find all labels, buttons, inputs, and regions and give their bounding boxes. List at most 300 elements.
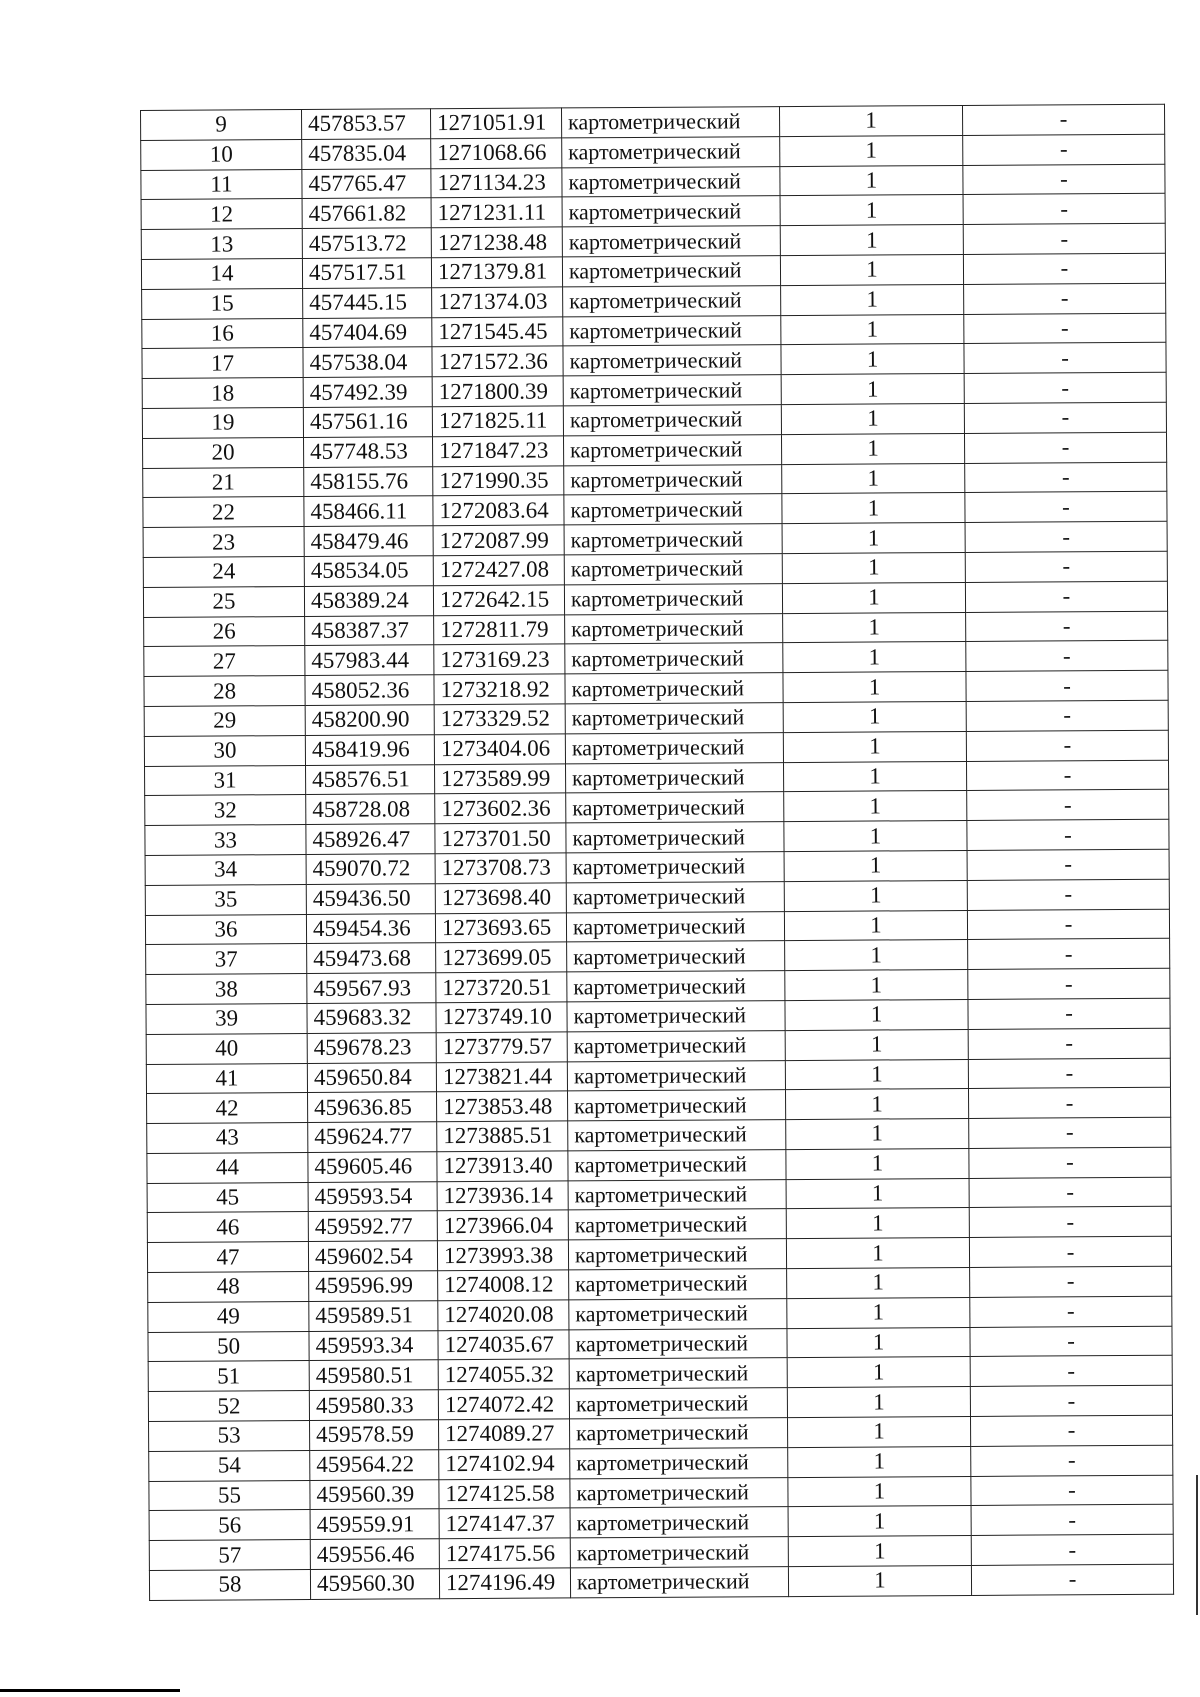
y-coordinate-cell: 1274196.49 [439,1568,570,1599]
accuracy-cell: 1 [786,1208,969,1239]
description-cell: - [967,909,1169,940]
method-cell: картометрический [564,583,782,614]
method-cell: картометрический [568,1149,786,1180]
x-coordinate-cell: 458052.36 [305,675,434,706]
point-number-cell: 25 [143,586,304,617]
x-coordinate-cell: 459602.54 [308,1241,437,1272]
method-cell: картометрический [561,107,779,138]
description-cell: - [969,1117,1171,1148]
method-cell: картометрический [570,1477,788,1508]
x-coordinate-cell: 459436.50 [306,883,435,914]
x-coordinate-cell: 457835.04 [302,139,431,170]
accuracy-cell: 1 [787,1268,970,1299]
method-cell: картометрический [568,1179,786,1210]
description-cell: - [971,1534,1173,1565]
method-cell: картометрический [565,703,783,734]
x-coordinate-cell: 459624.77 [308,1122,437,1153]
y-coordinate-cell: 1273720.51 [436,972,567,1003]
method-cell: картометрический [568,1239,786,1270]
description-cell: - [968,968,1170,999]
y-coordinate-cell: 1273749.10 [436,1002,567,1033]
point-number-cell: 21 [143,467,304,498]
method-cell: картометрический [570,1537,788,1568]
point-number-cell: 34 [145,854,306,885]
point-number-cell: 36 [145,914,306,945]
point-number-cell: 24 [143,556,304,587]
accuracy-cell: 1 [779,105,962,136]
method-cell: картометрический [568,1209,786,1240]
x-coordinate-cell: 458389.24 [304,585,433,616]
description-cell: - [964,402,1166,433]
point-number-cell: 19 [142,407,303,438]
description-cell: - [963,223,1165,254]
method-cell: картометрический [566,792,784,823]
x-coordinate-cell: 459454.36 [306,913,435,944]
point-number-cell: 45 [147,1182,308,1213]
x-coordinate-cell: 459596.99 [309,1271,438,1302]
scan-edge-mark [1196,1475,1198,1615]
x-coordinate-cell: 459564.22 [310,1450,439,1481]
x-coordinate-cell: 457748.53 [304,436,433,467]
x-coordinate-cell: 459678.23 [307,1032,436,1063]
accuracy-cell: 1 [785,999,968,1030]
description-cell: - [966,700,1168,731]
x-coordinate-cell: 459578.59 [310,1420,439,1451]
y-coordinate-cell: 1272427.08 [433,555,564,586]
description-cell: - [966,611,1168,642]
description-cell: - [966,670,1168,701]
y-coordinate-cell: 1274089.27 [439,1419,570,1450]
point-number-cell: 42 [147,1093,308,1124]
x-coordinate-cell: 459473.68 [307,943,436,974]
point-number-cell: 46 [147,1212,308,1243]
y-coordinate-cell: 1274072.42 [438,1389,569,1420]
y-coordinate-cell: 1274102.94 [439,1449,570,1480]
method-cell: картометрический [564,464,782,495]
point-number-cell: 49 [148,1301,309,1332]
description-cell: - [968,1088,1170,1119]
accuracy-cell: 1 [785,1089,968,1120]
point-number-cell: 40 [146,1033,307,1064]
accuracy-cell: 1 [781,433,964,464]
description-cell: - [970,1415,1172,1446]
point-number-cell: 31 [145,765,306,796]
accuracy-cell: 1 [784,791,967,822]
point-number-cell: 16 [142,318,303,349]
description-cell: - [964,283,1166,314]
accuracy-cell: 1 [785,940,968,971]
description-cell: - [968,998,1170,1029]
point-number-cell: 29 [144,705,305,736]
point-number-cell: 27 [144,646,305,677]
point-number-cell: 44 [147,1152,308,1183]
point-number-cell: 37 [146,944,307,975]
point-number-cell: 38 [146,974,307,1005]
y-coordinate-cell: 1274035.67 [438,1330,569,1361]
point-number-cell: 28 [144,676,305,707]
accuracy-cell: 1 [783,672,966,703]
method-cell: картометрический [562,196,780,227]
accuracy-cell: 1 [784,850,967,881]
description-cell: - [969,1147,1171,1178]
description-cell: - [967,849,1169,880]
point-number-cell: 26 [144,616,305,647]
accuracy-cell: 1 [788,1565,971,1596]
point-number-cell: 17 [142,348,303,379]
description-cell: - [970,1356,1172,1387]
coordinates-table-body [141,104,1174,1600]
accuracy-cell: 1 [783,761,966,792]
description-cell: - [966,641,1168,672]
method-cell: картометрический [564,524,782,555]
description-cell: - [965,551,1167,582]
x-coordinate-cell: 459567.93 [307,973,436,1004]
method-cell: картометрический [564,554,782,585]
accuracy-cell: 1 [781,374,964,405]
description-cell: - [964,432,1166,463]
description-cell: - [963,164,1165,195]
method-cell: картометрический [569,1298,787,1329]
accuracy-cell: 1 [784,910,967,941]
accuracy-cell: 1 [781,314,964,345]
method-cell: картометрический [569,1269,787,1300]
y-coordinate-cell: 1273701.50 [435,823,566,854]
y-coordinate-cell: 1273329.52 [434,704,565,735]
description-cell: - [971,1475,1173,1506]
y-coordinate-cell: 1273169.23 [434,644,565,675]
description-cell: - [963,253,1165,284]
y-coordinate-cell: 1273708.73 [435,853,566,884]
point-number-cell: 22 [143,497,304,528]
method-cell: картометрический [563,434,781,465]
point-number-cell: 55 [149,1480,310,1511]
point-number-cell: 58 [149,1570,310,1601]
x-coordinate-cell: 459650.84 [307,1062,436,1093]
description-cell: - [969,1207,1171,1238]
method-cell: картометрический [563,285,781,316]
accuracy-cell: 1 [782,493,965,524]
description-cell: - [962,104,1164,135]
x-coordinate-cell: 458466.11 [304,496,433,527]
accuracy-cell: 1 [782,552,965,583]
y-coordinate-cell: 1274125.58 [439,1479,570,1510]
x-coordinate-cell: 459070.72 [306,854,435,885]
point-number-cell: 51 [148,1361,309,1392]
method-cell: картометрический [563,315,781,346]
y-coordinate-cell: 1273913.40 [437,1151,568,1182]
method-cell: картометрический [567,941,785,972]
description-cell: - [969,1177,1171,1208]
x-coordinate-cell: 459559.91 [310,1509,439,1540]
y-coordinate-cell: 1274008.12 [438,1270,569,1301]
point-number-cell: 48 [148,1272,309,1303]
x-coordinate-cell: 457983.44 [305,645,434,676]
description-cell: - [963,134,1165,165]
y-coordinate-cell: 1273885.51 [437,1121,568,1152]
description-cell: - [969,1237,1171,1268]
description-cell: - [967,819,1169,850]
method-cell: картометрический [562,256,780,287]
x-coordinate-cell: 458728.08 [306,794,435,825]
method-cell: картометрический [563,405,781,436]
x-coordinate-cell: 457765.47 [302,168,431,199]
method-cell: картометрический [566,881,784,912]
accuracy-cell: 1 [786,1238,969,1269]
method-cell: картометрический [567,1000,785,1031]
x-coordinate-cell: 458534.05 [304,556,433,587]
x-coordinate-cell: 459556.46 [310,1539,439,1570]
method-cell: картометрический [569,1328,787,1359]
method-cell: картометрический [566,822,784,853]
x-coordinate-cell: 457661.82 [302,198,431,229]
y-coordinate-cell: 1273821.44 [436,1061,567,1092]
y-coordinate-cell: 1273853.48 [437,1091,568,1122]
description-cell: - [966,730,1168,761]
description-cell: - [970,1296,1172,1327]
accuracy-cell: 1 [785,1059,968,1090]
description-cell: - [968,939,1170,970]
point-number-cell: 20 [143,437,304,468]
point-number-cell: 47 [147,1242,308,1273]
x-coordinate-cell: 458387.37 [305,615,434,646]
accuracy-cell: 1 [786,1178,969,1209]
x-coordinate-cell: 458576.51 [306,764,435,795]
method-cell: картометрический [569,1388,787,1419]
x-coordinate-cell: 459592.77 [308,1211,437,1242]
x-coordinate-cell: 459580.51 [309,1360,438,1391]
y-coordinate-cell: 1273602.36 [435,793,566,824]
y-coordinate-cell: 1271379.81 [431,257,562,288]
y-coordinate-cell: 1271847.23 [432,436,563,467]
point-number-cell: 50 [148,1331,309,1362]
y-coordinate-cell: 1274147.37 [439,1508,570,1539]
point-number-cell: 15 [142,288,303,319]
accuracy-cell: 1 [787,1417,970,1448]
description-cell: - [965,521,1167,552]
x-coordinate-cell: 457404.69 [303,317,432,348]
method-cell: картометрический [566,852,784,883]
description-cell: - [971,1564,1173,1595]
description-cell: - [970,1326,1172,1357]
point-number-cell: 18 [142,378,303,409]
method-cell: картометрический [570,1567,788,1598]
y-coordinate-cell: 1273936.14 [437,1181,568,1212]
point-number-cell: 13 [141,229,302,260]
x-coordinate-cell: 458926.47 [306,824,435,855]
method-cell: картометрический [565,643,783,674]
method-cell: картометрический [562,136,780,167]
x-coordinate-cell: 457513.72 [302,228,431,259]
y-coordinate-cell: 1273699.05 [436,942,567,973]
point-number-cell: 33 [145,825,306,856]
accuracy-cell: 1 [788,1536,971,1567]
description-cell: - [965,462,1167,493]
method-cell: картометрический [568,1090,786,1121]
accuracy-cell: 1 [787,1327,970,1358]
description-cell: - [966,760,1168,791]
y-coordinate-cell: 1271051.91 [430,108,561,139]
point-number-cell: 52 [148,1391,309,1422]
description-cell: - [964,372,1166,403]
accuracy-cell: 1 [783,731,966,762]
point-number-cell: 39 [146,1003,307,1034]
y-coordinate-cell: 1271231.11 [431,197,562,228]
x-coordinate-cell: 459589.51 [309,1301,438,1332]
method-cell: картометрический [562,166,780,197]
point-number-cell: 56 [149,1510,310,1541]
x-coordinate-cell: 457492.39 [303,377,432,408]
y-coordinate-cell: 1271825.11 [432,406,563,437]
x-coordinate-cell: 458479.46 [304,526,433,557]
method-cell: картометрический [569,1358,787,1389]
y-coordinate-cell: 1271572.36 [432,346,563,377]
accuracy-cell: 1 [781,403,964,434]
point-number-cell: 41 [146,1063,307,1094]
y-coordinate-cell: 1271545.45 [432,316,563,347]
point-number-cell: 32 [145,795,306,826]
description-cell: - [970,1266,1172,1297]
accuracy-cell: 1 [784,880,967,911]
description-cell: - [970,1385,1172,1416]
method-cell: картометрический [563,375,781,406]
x-coordinate-cell: 457445.15 [303,288,432,319]
description-cell: - [964,313,1166,344]
y-coordinate-cell: 1272087.99 [433,525,564,556]
x-coordinate-cell: 459560.39 [310,1479,439,1510]
y-coordinate-cell: 1273966.04 [437,1210,568,1241]
description-cell: - [968,1028,1170,1059]
method-cell: картометрический [564,494,782,525]
description-cell: - [971,1445,1173,1476]
accuracy-cell: 1 [783,701,966,732]
accuracy-cell: 1 [780,195,963,226]
x-coordinate-cell: 458200.90 [305,705,434,736]
x-coordinate-cell: 459593.54 [308,1181,437,1212]
accuracy-cell: 1 [785,1029,968,1060]
accuracy-cell: 1 [786,1148,969,1179]
point-number-cell: 57 [149,1540,310,1571]
y-coordinate-cell: 1271134.23 [431,168,562,199]
y-coordinate-cell: 1274055.32 [438,1359,569,1390]
y-coordinate-cell: 1274175.56 [439,1538,570,1569]
method-cell: картометрический [570,1447,788,1478]
x-coordinate-cell: 457517.51 [302,258,431,289]
accuracy-cell: 1 [781,344,964,375]
accuracy-cell: 1 [780,254,963,285]
method-cell: картометрический [566,911,784,942]
y-coordinate-cell: 1273993.38 [437,1240,568,1271]
x-coordinate-cell: 457538.04 [303,347,432,378]
description-cell: - [963,194,1165,225]
point-number-cell: 54 [149,1450,310,1481]
y-coordinate-cell: 1271068.66 [431,138,562,169]
x-coordinate-cell: 458155.76 [304,466,433,497]
accuracy-cell: 1 [787,1297,970,1328]
point-number-cell: 10 [141,139,302,170]
y-coordinate-cell: 1273779.57 [436,1032,567,1063]
accuracy-cell: 1 [782,463,965,494]
accuracy-cell: 1 [786,1119,969,1150]
accuracy-cell: 1 [780,135,963,166]
method-cell: картометрический [567,971,785,1002]
y-coordinate-cell: 1271990.35 [433,465,564,496]
accuracy-cell: 1 [787,1357,970,1388]
y-coordinate-cell: 1273218.92 [434,674,565,705]
accuracy-cell: 1 [783,612,966,643]
coordinates-table [140,104,1174,1601]
accuracy-cell: 1 [781,284,964,315]
y-coordinate-cell: 1272642.15 [433,585,564,616]
accuracy-cell: 1 [788,1476,971,1507]
method-cell: картометрический [570,1507,788,1538]
y-coordinate-cell: 1271800.39 [432,376,563,407]
point-number-cell: 12 [141,199,302,230]
x-coordinate-cell: 458419.96 [305,734,434,765]
x-coordinate-cell: 459683.32 [307,1003,436,1034]
point-number-cell: 11 [141,169,302,200]
y-coordinate-cell: 1274020.08 [438,1300,569,1331]
description-cell: - [965,492,1167,523]
y-coordinate-cell: 1273589.99 [435,763,566,794]
method-cell: картометрический [567,1060,785,1091]
y-coordinate-cell: 1273404.06 [434,734,565,765]
description-cell: - [971,1505,1173,1536]
point-number-cell: 43 [147,1123,308,1154]
method-cell: картометрический [567,1030,785,1061]
point-number-cell: 23 [143,527,304,558]
accuracy-cell: 1 [787,1387,970,1418]
description-cell: - [968,1058,1170,1089]
accuracy-cell: 1 [782,523,965,554]
method-cell: картометрический [565,732,783,763]
accuracy-cell: 1 [785,970,968,1001]
method-cell: картометрический [565,762,783,793]
y-coordinate-cell: 1271374.03 [432,287,563,318]
accuracy-cell: 1 [780,165,963,196]
method-cell: картометрический [570,1418,788,1449]
method-cell: картометрический [565,613,783,644]
description-cell: - [964,343,1166,374]
x-coordinate-cell: 459580.33 [309,1390,438,1421]
accuracy-cell: 1 [788,1506,971,1537]
y-coordinate-cell: 1272083.64 [433,495,564,526]
method-cell: картометрический [565,673,783,704]
y-coordinate-cell: 1273698.40 [435,883,566,914]
description-cell: - [965,581,1167,612]
description-cell: - [967,879,1169,910]
x-coordinate-cell: 459636.85 [308,1092,437,1123]
point-number-cell: 9 [141,110,302,141]
method-cell: картометрический [563,345,781,376]
x-coordinate-cell: 459593.34 [309,1330,438,1361]
y-coordinate-cell: 1273693.65 [435,912,566,943]
method-cell: картометрический [568,1120,786,1151]
table-row [149,1564,1173,1600]
scan-artifact-line [0,1689,180,1692]
y-coordinate-cell: 1271238.48 [431,227,562,258]
point-number-cell: 53 [149,1421,310,1452]
accuracy-cell: 1 [788,1446,971,1477]
point-number-cell: 35 [145,884,306,915]
x-coordinate-cell: 459605.46 [308,1152,437,1183]
y-coordinate-cell: 1272811.79 [434,614,565,645]
accuracy-cell: 1 [783,642,966,673]
x-coordinate-cell: 457561.16 [303,407,432,438]
point-number-cell: 30 [144,735,305,766]
x-coordinate-cell: 459560.30 [310,1569,439,1600]
accuracy-cell: 1 [784,821,967,852]
x-coordinate-cell: 457853.57 [302,109,431,140]
